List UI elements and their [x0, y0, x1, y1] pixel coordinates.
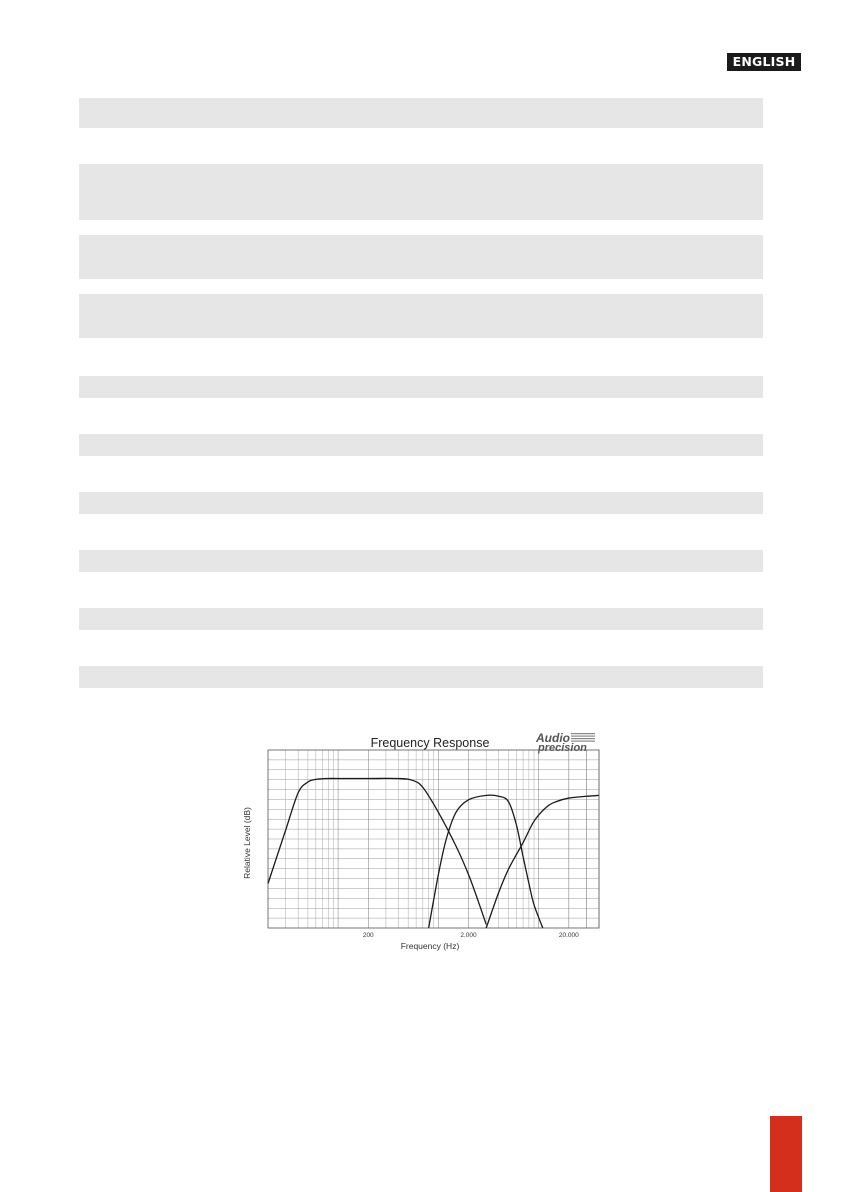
frequency-response-chart — [240, 728, 610, 958]
x-tick-label: 2.000 — [460, 932, 477, 939]
page-edge-tab — [770, 1116, 802, 1192]
spec-row-shaded — [79, 550, 763, 572]
audio-precision-logo — [535, 731, 595, 754]
spec-row-shaded — [79, 98, 763, 128]
spec-row-shaded — [79, 608, 763, 630]
y-axis-label: Relative Level (dB) — [242, 807, 252, 879]
chart-series — [268, 778, 599, 928]
frequency-response-figure — [240, 728, 610, 958]
svg-text:precision: precision — [538, 742, 587, 754]
x-tick-label: 200 — [362, 932, 374, 939]
spec-row-shaded — [79, 666, 763, 688]
spec-row-shaded — [79, 164, 763, 220]
spec-table — [79, 0, 763, 700]
spec-row-shaded — [79, 434, 763, 456]
spec-row-shaded — [79, 492, 763, 514]
series-line-1 — [268, 778, 486, 924]
spec-row-shaded — [79, 294, 763, 338]
chart-title: Frequency Response — [370, 736, 490, 750]
x-tick-labels — [363, 932, 579, 939]
spec-row-shaded — [79, 376, 763, 398]
spec-row-shaded — [79, 235, 763, 279]
language-badge: ENGLISH — [727, 53, 801, 71]
x-tick-label: 20.000 — [558, 932, 579, 939]
x-axis-label: Frequency (Hz) — [400, 941, 460, 951]
svg-text:Audio: Audio — [536, 731, 570, 745]
